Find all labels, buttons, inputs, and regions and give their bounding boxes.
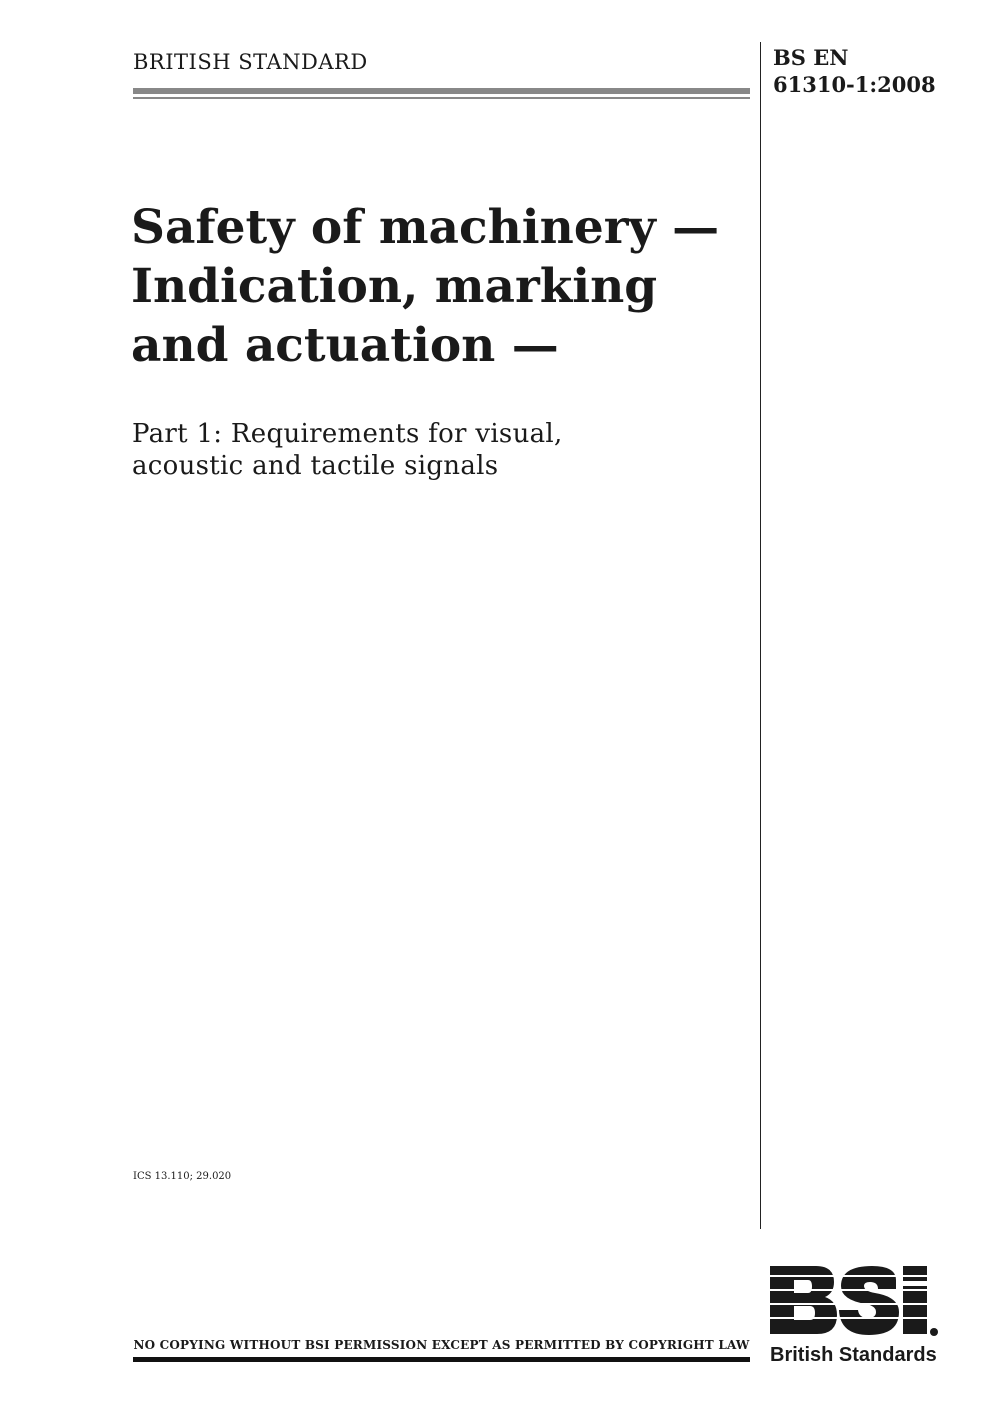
- header-rule-thin: [133, 97, 750, 99]
- series-label: BRITISH STANDARD: [133, 50, 368, 74]
- title-line: Safety of machinery —: [131, 200, 720, 255]
- header-rule-thick: [133, 88, 750, 94]
- standard-number-line: BS EN: [773, 45, 849, 70]
- ics-code: ICS 13.110; 29.020: [133, 1171, 232, 1182]
- title-line: Indication, marking: [131, 259, 658, 314]
- bsi-logo-name: British Standards: [770, 1344, 937, 1366]
- copyright-notice: NO COPYING WITHOUT BSI PERMISSION EXCEPT AS PERMITTED BY COPYRIGHT LAW: [133, 1338, 750, 1352]
- bsi-logo: [768, 1262, 948, 1372]
- standard-number: [773, 44, 936, 98]
- footer-rule: [133, 1357, 750, 1362]
- subtitle-line: acoustic and tactile signals: [132, 451, 499, 481]
- vertical-divider: [760, 42, 761, 1229]
- document-title: [131, 198, 751, 375]
- title-line: and actuation —: [131, 318, 559, 373]
- document-subtitle: [132, 418, 732, 482]
- subtitle-line: Part 1: Requirements for visual,: [132, 419, 563, 449]
- standard-number-line: 61310-1:2008: [773, 72, 936, 97]
